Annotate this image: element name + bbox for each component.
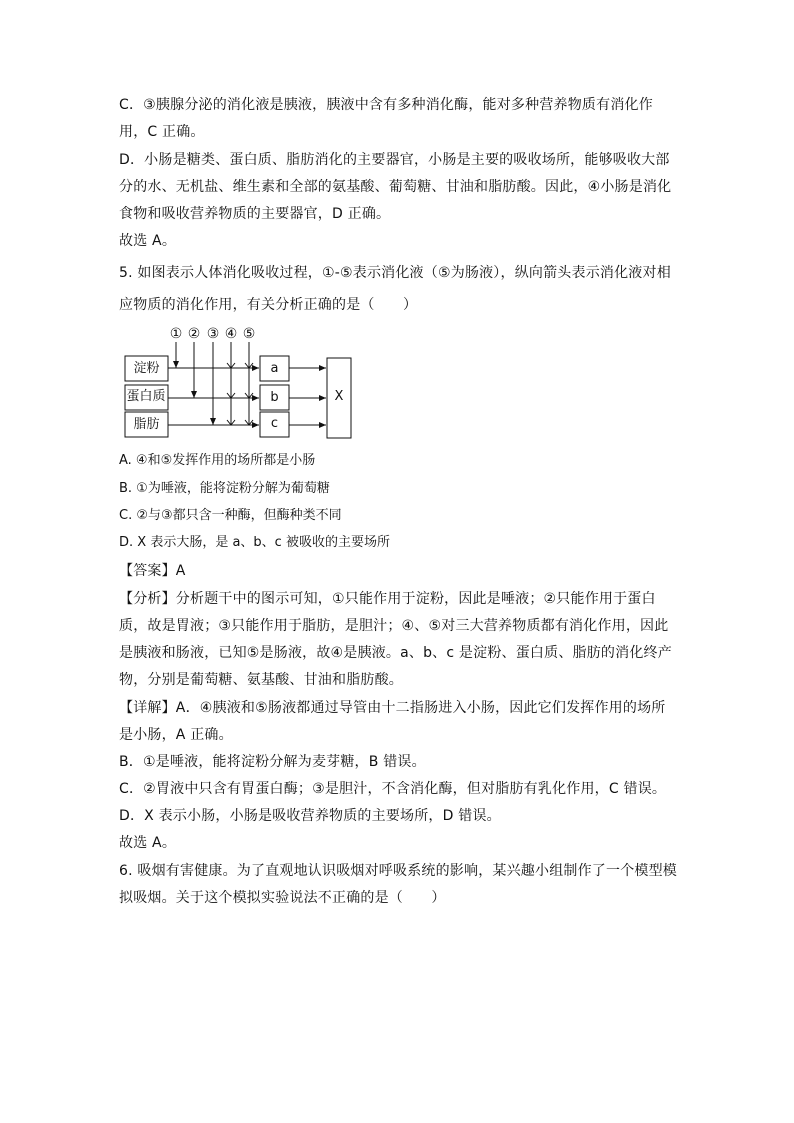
q5-detail-line1: 【详解】A．④胰液和⑤肠液都通过导管由十二指肠进入小肠，因此它们发挥作用的场所 — [119, 700, 666, 716]
fluid-4-label: ④ — [224, 326, 238, 342]
q5-stem-line1: 5. 如图表示人体消化吸收过程，①-⑤表示消化液（⑤为肠液），纵向箭头表示消化液对相 — [119, 265, 671, 281]
q5-choice: 故选 A。 — [119, 835, 177, 851]
fluid-5-label: ⑤ — [242, 326, 256, 342]
fluid-1-label: ① — [169, 326, 183, 342]
product-a-label: a — [270, 361, 279, 376]
q5-analysis-line4: 物，分别是葡萄糖、氨基酸、甘油和脂肪酸。 — [119, 672, 403, 688]
prev-option-d-line1: D．小肠是糖类、蛋白质、脂肪消化的主要器官，小肠是主要的吸收场所，能够吸收大部 — [119, 152, 670, 168]
digestion-diagram — [119, 322, 359, 444]
q5-option-b: B. ①为唾液，能将淀粉分解为葡萄糖 — [119, 481, 330, 496]
prev-option-c-line2: 用，C 正确。 — [119, 124, 205, 140]
q5-option-a: A. ④和⑤发挥作用的场所都是小肠 — [119, 453, 316, 468]
product-b-label: b — [270, 390, 279, 405]
fluid-3-label: ③ — [206, 326, 220, 342]
q5-answer: 【答案】A — [119, 563, 186, 579]
q5-stem-line2: 应物质的消化作用，有关分析正确的是（ ） — [119, 297, 418, 313]
prev-choice: 故选 A。 — [119, 233, 177, 249]
fluid-2-label: ② — [187, 326, 201, 342]
prev-option-d-line3: 食物和吸收营养物质的主要器官，D 正确。 — [119, 206, 391, 222]
nutrient-fat-label: 脂肪 — [133, 417, 160, 432]
q5-analysis-line1: 【分析】分析题干中的图示可知，①只能作用于淀粉，因此是唾液；②只能作用于蛋白 — [119, 591, 656, 607]
q5-detail-b: B．①是唾液，能将淀粉分解为麦芽糖，B 错误。 — [119, 754, 426, 770]
q5-detail-c: C．②胃液中只含有胃蛋白酶；③是胆汁，不含消化酶，但对脂肪有乳化作用，C 错误。 — [119, 781, 667, 797]
organ-x-label: X — [334, 389, 344, 404]
product-c-label: c — [270, 416, 279, 431]
q6-stem-line1: 6. 吸烟有害健康。为了直观地认识吸烟对呼吸系统的影响，某兴趣小组制作了一个模型模 — [119, 863, 678, 879]
q6-stem-line2: 拟吸烟。关于这个模拟实验说法不正确的是（ ） — [119, 890, 446, 906]
prev-option-c-line1: C．③胰腺分泌的消化液是胰液，胰液中含有多种消化酶，能对多种营养物质有消化作 — [119, 97, 653, 113]
prev-option-d-line2: 分的水、无机盐、维生素和全部的氨基酸、葡萄糖、甘油和脂肪酸。因此，④小肠是消化 — [119, 179, 672, 195]
q5-analysis-line3: 是胰液和肠液，已知⑤是肠液，故④是胰液。a、b、c 是淀粉、蛋白质、脂肪的消化终产 — [119, 645, 672, 661]
q5-analysis-line2: 质，故是胃液；③只能作用于脂肪，是胆汁；④、⑤对三大营养物质都有消化作用，因此 — [119, 618, 669, 634]
q5-detail-d: D．X 表示小肠，小肠是吸收营养物质的主要场所，D 错误。 — [119, 808, 501, 824]
q5-option-d: D. X 表示大肠，是 a、b、c 被吸收的主要场所 — [119, 535, 390, 550]
q5-option-c: C. ②与③都只含一种酶，但酶种类不同 — [119, 508, 342, 523]
q5-detail-line2: 是小肠，A 正确。 — [119, 727, 233, 743]
nutrient-starch-label: 淀粉 — [133, 361, 160, 376]
nutrient-protein-label: 蛋白质 — [126, 389, 166, 404]
